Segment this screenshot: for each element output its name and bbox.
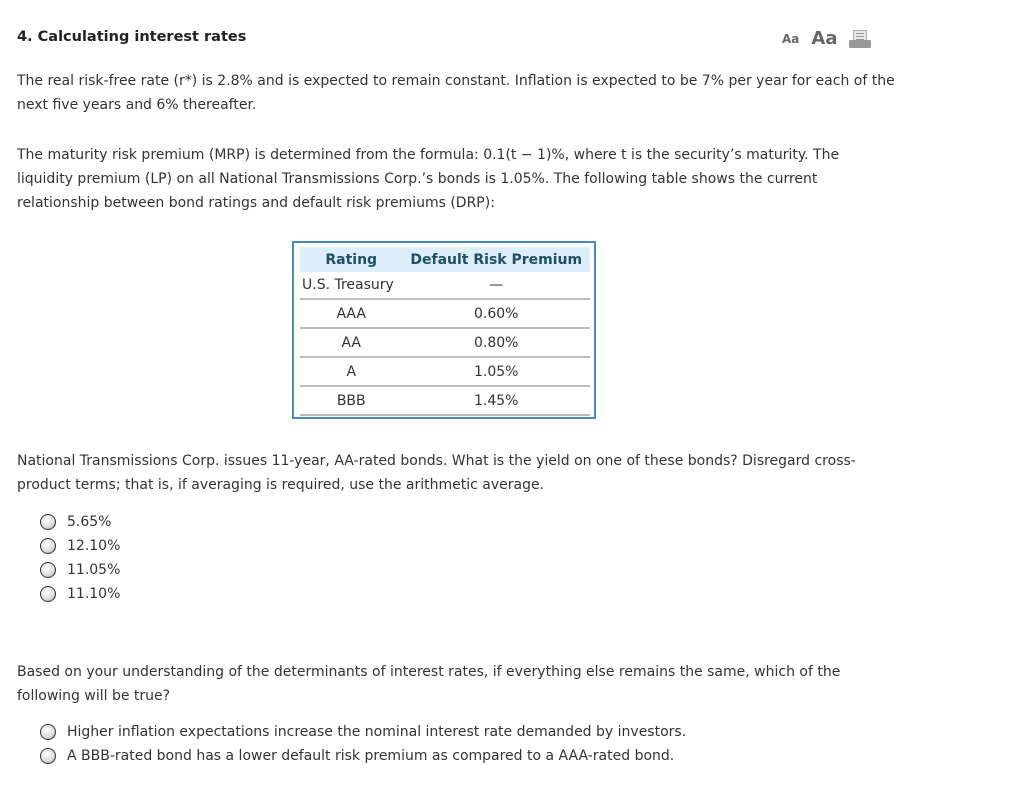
option-label: 11.10%: [67, 586, 121, 602]
option-label: 12.10%: [67, 538, 121, 554]
q1-option[interactable]: [40, 534, 120, 558]
rating-cell: AA: [300, 328, 402, 357]
toolbar: [782, 28, 871, 49]
radio-button[interactable]: [40, 586, 56, 602]
q2-option[interactable]: [40, 720, 686, 744]
q1-option[interactable]: [40, 558, 120, 582]
option-label: 5.65%: [67, 514, 112, 530]
table-row: [300, 272, 590, 299]
drp-cell: 0.80%: [402, 328, 590, 357]
option-label: 11.05%: [67, 562, 121, 578]
header-drp: Default Risk Premium: [402, 247, 590, 272]
q1-option[interactable]: [40, 510, 111, 534]
rating-cell: U.S. Treasury: [300, 272, 402, 299]
question-2-text: Based on your understanding of the determinants of interest rates, if everything else remains the same, which of the following will be true?: [17, 664, 841, 704]
radio-button[interactable]: [40, 724, 56, 740]
table-row: [300, 328, 590, 357]
page-title: 4. Calculating interest rates: [17, 29, 247, 45]
rating-cell: A: [300, 357, 402, 386]
drp-cell: —: [402, 272, 590, 299]
table-row: [300, 357, 590, 386]
printer-icon[interactable]: [849, 30, 871, 48]
drp-cell: 1.45%: [402, 386, 590, 415]
option-label: Higher inflation expectations increase the nominal interest rate demanded by investors.: [67, 724, 687, 740]
table-row: [300, 386, 590, 415]
drp-cell: 0.60%: [402, 299, 590, 328]
question-1-text: National Transmissions Corp. issues 11-year, AA-rated bonds. What is the yield on one of these bonds? Disregard cross-product terms; that is, if averaging is required, use the arithmetic average.: [17, 453, 856, 493]
q1-option[interactable]: [40, 582, 120, 606]
rating-cell: AAA: [300, 299, 402, 328]
header-rating: Rating: [300, 247, 402, 272]
decrease-font-button[interactable]: Aa: [782, 31, 800, 46]
intro-paragraph-2: The maturity risk premium (MRP) is determined from the formula: 0.1(t − 1)%, where t is the security’s maturity. The liquidity premium (LP) on all National Transmissions Corp.’s bonds is 1.05%. The following table shows the current relationship between bond ratings and default risk premiums (DRP):: [17, 147, 840, 211]
q2-option[interactable]: [40, 744, 674, 768]
radio-button[interactable]: [40, 748, 56, 764]
radio-button[interactable]: [40, 538, 56, 554]
option-label: A BBB-rated bond has a lower default risk premium as compared to a AAA-rated bond.: [67, 748, 675, 764]
drp-table: [292, 241, 596, 419]
radio-button[interactable]: [40, 562, 56, 578]
table-row: [300, 299, 590, 328]
rating-cell: BBB: [300, 386, 402, 415]
intro-paragraph-1: The real risk-free rate (r*) is 2.8% and is expected to remain constant. Inflation is expected to be 7% per year for each of the next five years and 6% thereafter.: [17, 73, 895, 113]
drp-cell: 1.05%: [402, 357, 590, 386]
increase-font-button[interactable]: Aa: [811, 28, 838, 49]
radio-button[interactable]: [40, 514, 56, 530]
